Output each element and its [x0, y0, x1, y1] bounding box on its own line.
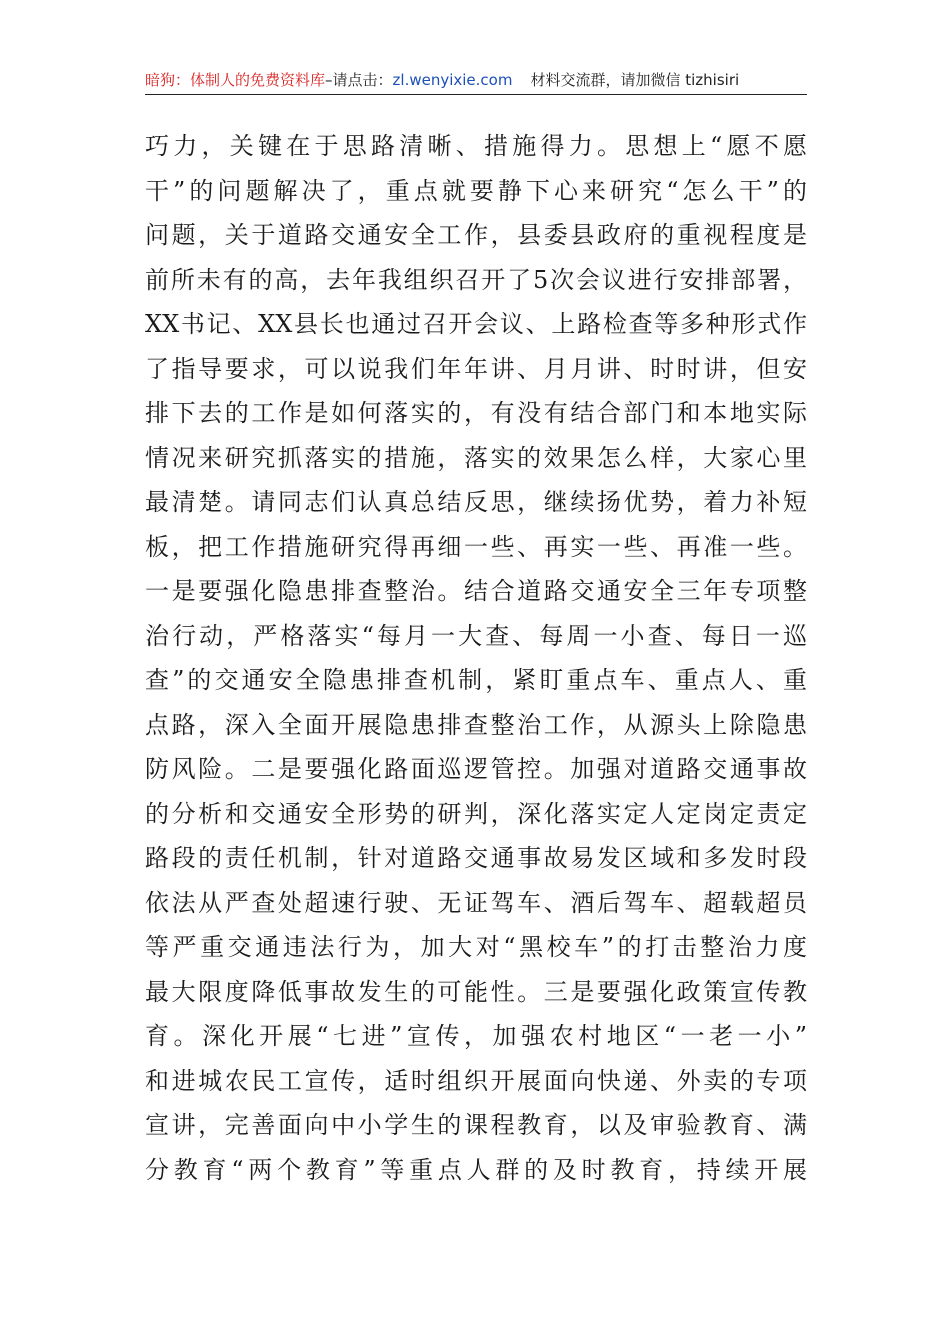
text-line: [145, 347, 807, 392]
text-line-content: 干”的问题解决了，重点就要静下心来研究“怎么干”的: [145, 176, 807, 205]
text-line: [145, 792, 807, 837]
page-header: [145, 70, 807, 95]
text-line: [145, 747, 807, 792]
text-line-content: 查”的交通安全隐患排查机制，紧盯重点车、重点人、重: [145, 666, 807, 694]
header-link[interactable]: zl.wenyixie.com: [392, 71, 513, 89]
text-line: [145, 1014, 807, 1059]
text-line: [145, 1059, 807, 1104]
text-line-content: 等严重交通违法行为，加大对“黑校车”的打击整治力度: [145, 933, 807, 961]
text-line-content: 最大限度降低事故发生的可能性。三是要强化政策宣传教: [145, 977, 807, 1006]
text-line-content: 了指导要求，可以说我们年年讲、月月讲、时时讲，但安: [145, 354, 807, 383]
text-line-content: 依法从严查处超速行驶、无证驾车、酒后驾车、超载超员: [145, 888, 807, 917]
text-line-content: 问题，关于道路交通安全工作，县委县政府的重视程度是: [145, 221, 807, 249]
text-line: [145, 569, 807, 614]
text-line-content: 前所未有的高，去年我组织召开了5次会议进行安排部署，: [145, 265, 807, 294]
text-line: [145, 1103, 807, 1148]
header-brand: 暗狗：体制人的免费资料库: [145, 71, 326, 89]
text-line: [145, 169, 807, 214]
text-line-content: 分教育“两个教育”等重点人群的及时教育，持续开展: [145, 1155, 807, 1184]
text-line-content: 一是要强化隐患排查整治。结合道路交通安全三年专项整: [145, 577, 807, 605]
text-line-content: 宣讲，完善面向中小学生的课程教育，以及审验教育、满: [145, 1111, 807, 1139]
text-line: [145, 658, 807, 703]
text-line: [145, 1148, 807, 1193]
header-prompt: –请点击：: [325, 71, 393, 89]
text-line-content: 的分析和交通安全形势的研判，深化落实定人定岗定责定: [145, 799, 807, 828]
text-line: [145, 970, 807, 1015]
text-line: [145, 836, 807, 881]
text-line-content: 点路，深入全面开展隐患排查整治工作，从源头上除隐患: [145, 710, 807, 739]
text-line: [145, 436, 807, 481]
text-line: [145, 614, 807, 659]
text-line: [145, 124, 807, 169]
text-line-content: 治行动，严格落实“每月一大查、每周一小查、每日一巡: [145, 621, 807, 650]
text-line: [145, 213, 807, 258]
text-line-content: 育。深化开展“七进”宣传，加强农村地区“一老一小”: [145, 1022, 807, 1050]
text-line-content: 最清楚。请同志们认真总结反思，继续扬优势，着力补短: [145, 488, 807, 516]
text-line: [145, 391, 807, 436]
text-line-content: 和进城农民工宣传，适时组织开展面向快递、外卖的专项: [145, 1066, 807, 1095]
text-line: [145, 302, 807, 347]
text-line: [145, 925, 807, 970]
text-line: [145, 480, 807, 525]
text-line: [145, 703, 807, 748]
text-line-content: 情况来研究抓落实的措施，落实的效果怎么样，大家心里: [145, 443, 807, 472]
text-line-content: 板，把工作措施研究得再细一些、再实一些、再准一些。: [145, 532, 807, 561]
text-line-content: 排下去的工作是如何落实的，有没有结合部门和本地实际: [145, 399, 807, 427]
text-line-content: 路段的责任机制，针对道路交通事故易发区域和多发时段: [145, 844, 807, 872]
text-line-content: 防风险。二是要强化路面巡逻管控。加强对道路交通事故: [145, 755, 807, 783]
header-wechat: 材料交流群，请加微信 tizhisiri: [530, 71, 740, 89]
text-line: [145, 525, 807, 570]
text-line-content: XX书记、XX县长也通过召开会议、上路检查等多种形式作: [145, 310, 807, 338]
text-line: [145, 881, 807, 926]
text-line: [145, 258, 807, 303]
text-line-content: 巧力，关键在于思路清晰、措施得力。思想上“愿不愿: [145, 132, 807, 160]
document-body: [145, 124, 807, 1192]
